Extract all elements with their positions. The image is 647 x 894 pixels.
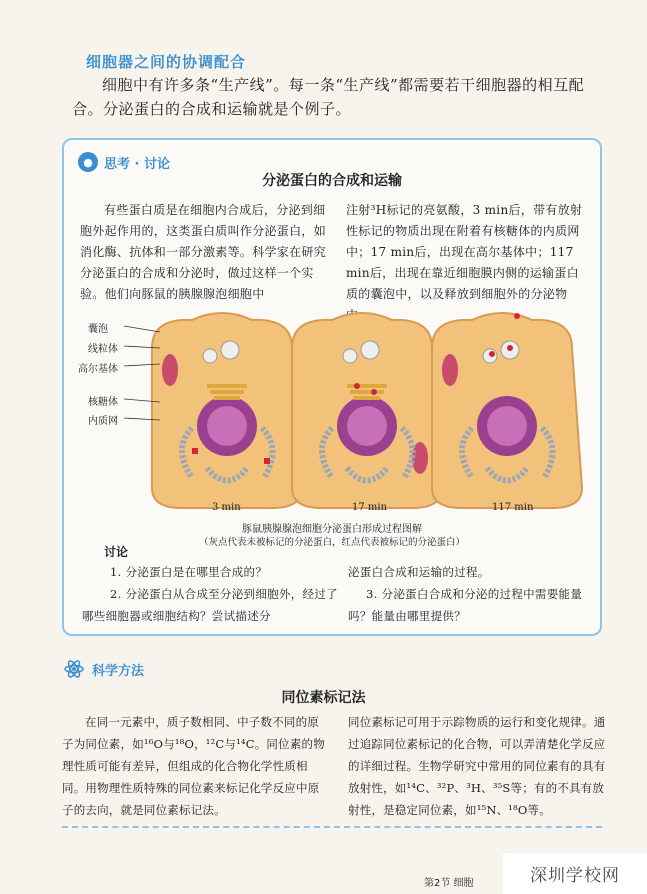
label-vesicle: 囊泡 bbox=[88, 324, 108, 335]
isotope-text-left: 在同一元素中，质子数相同、中子数不同的原子为同位素，如¹⁶O与¹⁸O，¹²C与¹⁴C。同位素的物理性质可能有差异，但组成的化合物化学性质相同。用物理性质特殊的同位素来标记化学反应中原子的去向，就是同位素标记法。 bbox=[62, 715, 325, 817]
isotope-text-right: 同位素标记可用于示踪物质的运行和变化规律。通过追踪同位素标记的化合物，可以弄清楚化学反应的详细过程。生物学研究中常用的同位素有的具有放射性，如¹⁴C、³²P、³H、³⁵S等；有的不具有放射性，是稳定同位素，如¹⁵N、¹⁸O等。 bbox=[348, 715, 606, 817]
atom-icon bbox=[64, 659, 84, 679]
think-header bbox=[78, 152, 170, 172]
question-2: 2. 分泌蛋白从合成至分泌到细胞外，经过了哪些细胞器或细胞结构？尝试描述分 bbox=[82, 587, 338, 623]
label-mitochondria: 线粒体 bbox=[88, 344, 118, 355]
section-title: 细胞器之间的协调配合 bbox=[86, 53, 247, 71]
science-method-header bbox=[64, 659, 144, 679]
label-er: 内质网 bbox=[88, 416, 118, 427]
question-2-cont: 泌蛋白合成和运输的过程。 bbox=[348, 565, 490, 579]
question-3: 3. 分泌蛋白合成和分泌的过程中需要能量吗？能量由哪里提供？ bbox=[348, 587, 583, 623]
intro-paragraph: 细胞中有许多条“生产线”。每一条“生产线”都需要若干细胞器的相互配合。分泌蛋白的合成和运输就是个例子。 bbox=[72, 76, 585, 118]
label-golgi: 高尔基体 bbox=[78, 364, 118, 375]
discussion-title: 讨论 bbox=[104, 545, 129, 559]
think-label: 思考 · 讨论 bbox=[104, 156, 170, 172]
time-117min: 117 min bbox=[492, 502, 534, 513]
science-method-title: 同位素标记法 bbox=[281, 690, 366, 706]
diagram-caption-note: （灰点代表未被标记的分泌蛋白，红点代表被标记的分泌蛋白） bbox=[198, 537, 465, 548]
think-discuss-box bbox=[62, 138, 602, 636]
diagram-caption: 豚鼠胰腺腺泡细胞分泌蛋白形成过程图解 bbox=[242, 524, 422, 535]
think-icon: ● bbox=[78, 152, 98, 172]
label-ribosome: 核糖体 bbox=[88, 397, 118, 408]
box-title: 分泌蛋白的合成和运输 bbox=[262, 173, 402, 189]
dashed-divider bbox=[62, 826, 602, 828]
time-17min: 17 min bbox=[352, 502, 388, 513]
page-footer: 第2节 细胞 bbox=[424, 878, 474, 889]
question-1: 1. 分泌蛋白是在哪里合成的？ bbox=[110, 565, 268, 579]
experiment-text-left: 有些蛋白质是在细胞内合成后，分泌到细胞外起作用的，这类蛋白质叫作分泌蛋白，如消化酶、抗体和一部分激素等。科学家在研究分泌蛋白的合成和分泌时，做过这样一个实验。他们向豚鼠的胰腺腺泡细胞中 bbox=[80, 203, 327, 301]
time-3min: 3 min bbox=[212, 502, 241, 513]
cell-3min bbox=[152, 313, 302, 508]
cell-diagram-svg bbox=[64, 308, 604, 520]
experiment-text-right: 注射³H标记的亮氨酸，3 min后，带有放射性标记的物质出现在附着有核糖体的内质网中；17 min后，出现在高尔基体中；117 min后，出现在靠近细胞膜内侧的运输蛋白质的囊泡中，以及释放到细胞外的分泌物 bbox=[346, 203, 583, 301]
cell-17min bbox=[292, 313, 442, 508]
science-method-label: 科学方法 bbox=[92, 663, 145, 679]
watermark: 深圳学校网 bbox=[503, 853, 647, 894]
cell-diagram bbox=[64, 308, 604, 520]
cell-117min bbox=[432, 313, 582, 508]
